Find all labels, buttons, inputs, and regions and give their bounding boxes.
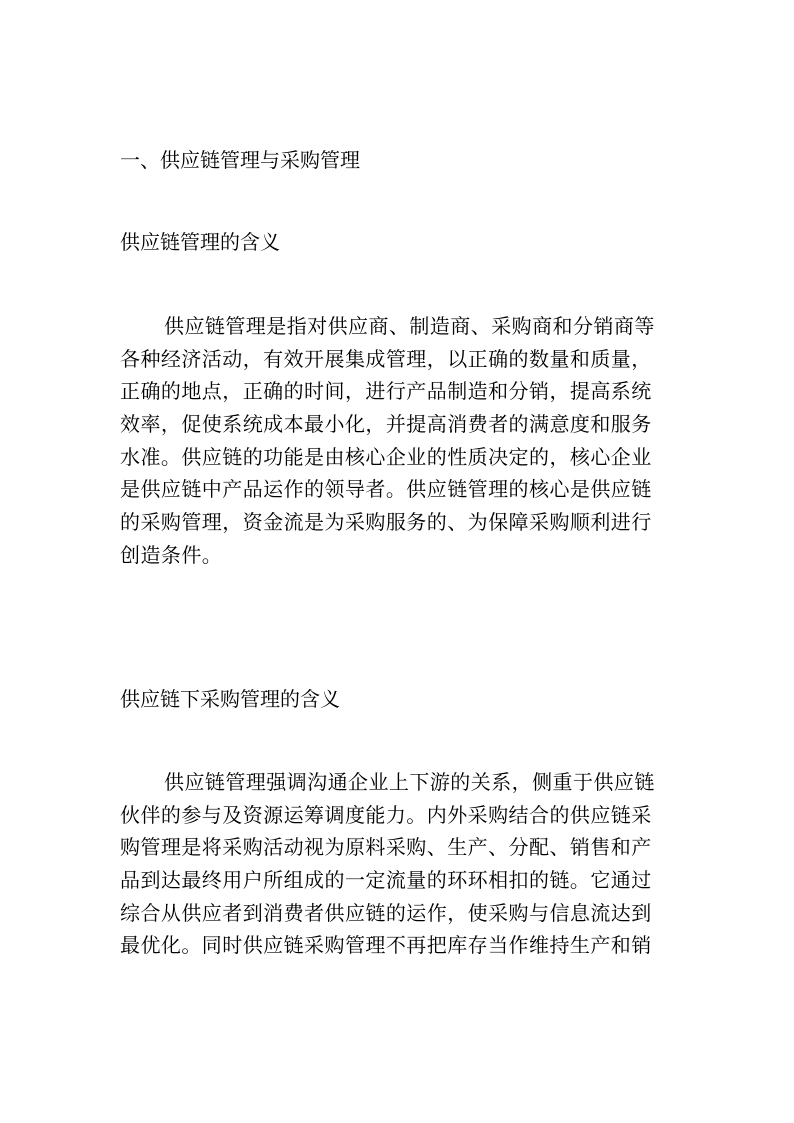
paragraph-line: 购管理是将采购活动视为原料采购、生产、分配、销售和产 [120, 835, 652, 860]
paragraph-line: 供应链管理是指对供应商、制造商、采购商和分销商等 [164, 314, 655, 338]
paragraph-line: 最优化。同时供应链采购管理不再把库存当作维持生产和销 [120, 933, 652, 958]
paragraph-line: 伙伴的参与及资源运筹调度能力。内外采购结合的供应链采 [120, 802, 652, 827]
paragraph-line: 综合从供应者到消费者供应链的运作，使采购与信息流达到 [120, 900, 652, 925]
paragraph-line: 品到达最终用户所组成的一定流量的环环相扣的链。它通过 [120, 868, 652, 893]
section-title: 一、供应链管理与采购管理 [120, 148, 360, 172]
paragraph-line: 的采购管理，资金流是为采购服务的、为保障采购顺利进行 [120, 510, 652, 535]
paragraph-line: 创造条件。 [120, 542, 223, 567]
paragraph-line: 是供应链中产品运作的领导者。供应链管理的核心是供应链 [120, 477, 652, 502]
paragraph-line: 效率，促使系统成本最小化，并提高消费者的满意度和服务 [120, 412, 652, 437]
paragraph-line: 各种经济活动，有效开展集成管理，以正确的数量和质量， [120, 346, 652, 371]
paragraph-line: 供应链管理强调沟通企业上下游的关系，侧重于供应链 [164, 770, 655, 794]
paragraph-line: 正确的地点，正确的时间，进行产品制造和分销，提高系统 [120, 379, 652, 404]
subheading-procurement-under-supply-chain: 供应链下采购管理的含义 [120, 687, 340, 711]
subheading-supply-chain-management-meaning: 供应链管理的含义 [120, 230, 280, 254]
paragraph-supply-chain-management [120, 310, 680, 572]
paragraph-line: 水准。供应链的功能是由核心企业的性质决定的，核心企业 [120, 444, 652, 469]
paragraph-procurement-management [120, 766, 680, 962]
